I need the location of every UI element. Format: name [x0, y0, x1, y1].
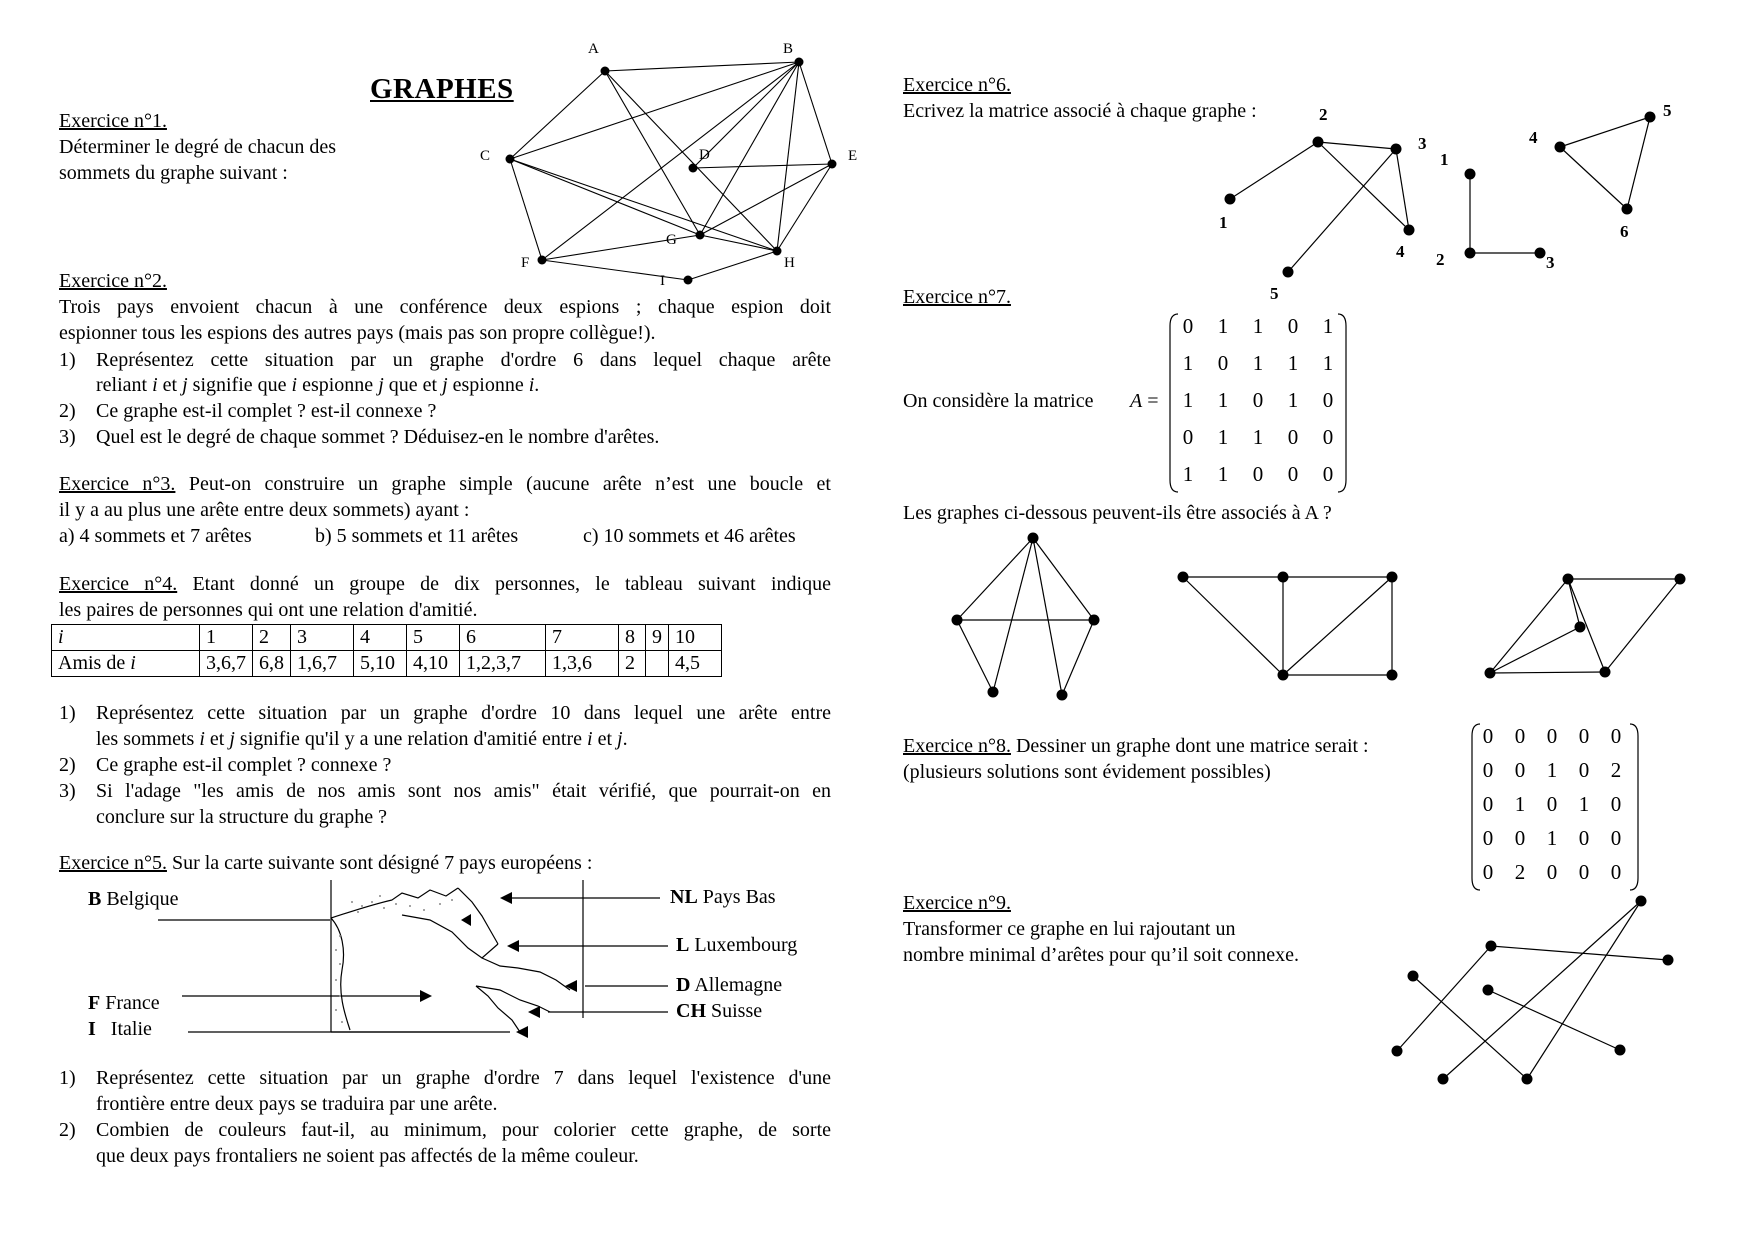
matrix-cell: 1	[1514, 792, 1526, 816]
ex2-item-1-line-2: reliant i et j signifie que i espionne j que et j espionne i.	[96, 374, 540, 396]
table-head-i-text: i	[58, 626, 64, 648]
ex3-option-b: b) 5 sommets et 11 arêtes	[315, 525, 519, 547]
ex7-var-text: A	[1130, 390, 1143, 412]
map-code-ch: CH	[676, 1000, 706, 1022]
ex3-line-1-text: Peut-on construire un graphe simple (aucune arête n’est une boucle et	[175, 473, 831, 495]
ex1-label-e: E	[848, 148, 858, 164]
map-code-b: B	[88, 888, 102, 910]
map-label-luxembourg	[676, 934, 797, 957]
ex2-item-3-line: Quel est le degré de chaque sommet ? Déduisez-en le nombre d'arêtes.	[96, 426, 660, 448]
ex6-g1-label-1: 1	[1219, 213, 1228, 232]
map-code-f: F	[88, 992, 101, 1014]
ex5-item-1-num: 1)	[59, 1067, 76, 1089]
ex1-label-g: G	[666, 232, 677, 248]
ex5-item-2-line-2: que deux pays frontaliers ne soient pas affectés de la même couleur.	[96, 1145, 639, 1167]
ex2-item-1-num: 1)	[59, 349, 76, 371]
matrix-cell: 0	[1322, 462, 1334, 486]
ex3-line-2: il y a au plus une arête entre deux sommets) ayant :	[59, 499, 470, 521]
ex2-intro-1: Trois pays envoient chacun à une conférence deux espions ; chaque espion doit	[59, 296, 831, 318]
table-cell: 9	[646, 625, 669, 651]
ex5-item-2-line-1: Combien de couleurs faut-il, au minimum, pour colorier cette graphe, de sorte	[96, 1119, 831, 1141]
ex8-line-1-text: Dessiner un graphe dont une matrice serait :	[1010, 735, 1369, 757]
matrix-cell: 1	[1252, 351, 1264, 375]
table-cell: 3	[291, 625, 354, 651]
ex4-item-1-line-1: Représentez cette situation par un graphe d'ordre 10 dans lequel une arête entre	[96, 702, 831, 724]
ex8-heading: Exercice n°8.	[903, 735, 1011, 757]
ex1-label-f: F	[521, 255, 530, 271]
table-cell: 8	[619, 625, 646, 651]
matrix-cell: 0	[1287, 314, 1299, 338]
ex3-option-c: c) 10 sommets et 46 arêtes	[583, 525, 796, 547]
matrix-cell: 0	[1546, 792, 1558, 816]
table-cell: 1	[200, 625, 253, 651]
table-row	[52, 651, 722, 677]
ex5-item-1-line-2: frontière entre deux pays se traduira par une arête.	[96, 1093, 498, 1115]
map-code-i: I	[88, 1018, 96, 1040]
matrix-cell: 1	[1578, 792, 1590, 816]
ex1-label-a: A	[588, 41, 599, 57]
ex6-g2-label-3: 3	[1546, 253, 1555, 272]
ex4-heading: Exercice n°4.	[59, 573, 178, 595]
matrix-cell: 0	[1578, 826, 1590, 850]
ex6-g3-label-5: 5	[1663, 101, 1672, 120]
map-name-b: Belgique	[106, 888, 179, 910]
table-cell: 10	[669, 625, 722, 651]
matrix-cell: 0	[1546, 724, 1558, 748]
table-cell	[646, 651, 669, 677]
ex8-line-2: (plusieurs solutions sont évidement possibles)	[903, 761, 1271, 783]
table-cell: 5	[407, 625, 460, 651]
ex2-intro-2: espionner tous les espions des autres pays (mais pas son propre collègue!).	[59, 322, 656, 344]
matrix-cell: 1	[1217, 314, 1229, 338]
matrix-cell: 1	[1322, 351, 1334, 375]
matrix-cell: 1	[1217, 462, 1229, 486]
ex9-heading: Exercice n°9.	[903, 892, 1011, 914]
ex5-item-1-line-1: Représentez cette situation par un graphe d'ordre 7 dans lequel l'existence d'une	[96, 1067, 831, 1089]
ex4-item-3-num: 3)	[59, 780, 76, 802]
friends-table	[51, 624, 722, 677]
matrix-cell: 0	[1514, 758, 1526, 782]
ex5-item-2-num: 2)	[59, 1119, 76, 1141]
matrix-cell: 0	[1252, 462, 1264, 486]
matrix-cell: 0	[1610, 724, 1622, 748]
table-cell: 2	[619, 651, 646, 677]
ex6-heading: Exercice n°6.	[903, 74, 1011, 96]
ex5-heading: Exercice n°5.	[59, 852, 167, 874]
ex7-question: Les graphes ci-dessous peuvent-ils être associés à A ?	[903, 502, 1332, 524]
ex6-line-1: Ecrivez la matrice associé à chaque graphe :	[903, 100, 1257, 122]
ex7-graphs	[940, 530, 1700, 710]
ex9-line-1: Transformer ce graphe en lui rajoutant un	[903, 918, 1236, 940]
matrix-cell: 2	[1514, 860, 1526, 884]
ex6-g2-label-2: 2	[1436, 250, 1445, 269]
map-label-france	[88, 992, 160, 1015]
ex1-label-c: C	[480, 148, 491, 164]
ex6-g1-label-4: 4	[1396, 242, 1405, 261]
table-cell: 1,6,7	[291, 651, 354, 677]
ex4-item-1-line-2: les sommets i et j signifie qu'il y a une relation d'amitié entre i et j.	[96, 728, 628, 750]
matrix-cell: 0	[1287, 462, 1299, 486]
ex8-matrix	[1470, 722, 1640, 892]
ex1-label-b: B	[783, 41, 794, 57]
ex6-g3-label-6: 6	[1620, 222, 1629, 241]
map-name-i: Italie	[110, 1018, 152, 1040]
map-name-f: France	[105, 992, 160, 1014]
ex2-item-1-line-1: Représentez cette situation par un graphe d'ordre 6 dans lequel chaque arête	[96, 349, 831, 371]
matrix-cell: 1	[1252, 314, 1264, 338]
table-cell: 6	[460, 625, 546, 651]
ex4-item-3-line-2: conclure sur la structure du graphe ?	[96, 806, 387, 828]
ex3-option-a: a) 4 sommets et 7 arêtes	[59, 525, 252, 547]
ex4-line-1-text: Etant donné un groupe de dix personnes, le tableau suivant indique	[177, 573, 831, 595]
map-name-nl: Pays Bas	[702, 886, 776, 908]
matrix-cell: 1	[1546, 826, 1558, 850]
map-name-d: Allemagne	[694, 974, 783, 996]
ex7-prefix: On considère la matrice	[903, 390, 1094, 412]
matrix-cell: 0	[1610, 826, 1622, 850]
matrix-cell: 0	[1322, 388, 1334, 412]
ex1-heading: Exercice n°1.	[59, 110, 167, 132]
table-head-amis: Amis de i	[52, 651, 200, 677]
table-cell: 4,10	[407, 651, 460, 677]
ex1-line-2: sommets du graphe suivant :	[59, 162, 288, 184]
ex4-item-1-num: 1)	[59, 702, 76, 724]
matrix-cell: 1	[1546, 758, 1558, 782]
table-cell: 7	[546, 625, 619, 651]
matrix-cell: 0	[1217, 351, 1229, 375]
matrix-cell: 0	[1182, 314, 1194, 338]
matrix-cell: 0	[1322, 425, 1334, 449]
ex1-label-i: I	[660, 273, 665, 289]
matrix-cell: 0	[1482, 860, 1494, 884]
map-label-suisse	[676, 1000, 762, 1023]
ex3-heading: Exercice n°3.	[59, 473, 176, 495]
ex5-line-1	[59, 850, 592, 876]
table-cell: 4	[354, 625, 407, 651]
matrix-cell: 1	[1322, 314, 1334, 338]
table-cell: 5,10	[354, 651, 407, 677]
ex2-item-2-line: Ce graphe est-il complet ? est-il connexe ?	[96, 400, 437, 422]
map-code-l: L	[676, 934, 690, 956]
ex2-heading: Exercice n°2.	[59, 270, 167, 292]
matrix-cell: 0	[1610, 860, 1622, 884]
matrix-cell: 0	[1482, 724, 1494, 748]
ex4-item-2-num: 2)	[59, 754, 76, 776]
ex6-graphs	[1210, 100, 1680, 290]
ex4-item-2-line: Ce graphe est-il complet ? connexe ?	[96, 754, 392, 776]
map-name-l: Luxembourg	[694, 934, 798, 956]
ex1-label-d: D	[699, 147, 710, 163]
matrix-cell: 0	[1182, 425, 1194, 449]
ex1-line-1: Déterminer le degré de chacun des	[59, 136, 337, 158]
ex4-line-2: les paires de personnes qui ont une relation d'amitié.	[59, 599, 478, 621]
ex5-line-1-text: Sur la carte suivante sont désigné 7 pays européens :	[166, 852, 593, 874]
matrix-cell: 0	[1578, 758, 1590, 782]
matrix-cell: 0	[1578, 724, 1590, 748]
matrix-cell: 0	[1482, 826, 1494, 850]
map-label-paysbas	[670, 886, 776, 909]
ex8-line-1	[903, 733, 1369, 759]
ex4-item-3-line-1: Si l'adage "les amis de nos amis sont nos amis" était vérifié, que pourrait-on en	[96, 780, 831, 802]
ex2-item-3-num: 3)	[59, 426, 76, 448]
matrix-cell: 0	[1287, 425, 1299, 449]
matrix-cell: 1	[1182, 388, 1194, 412]
ex6-g3-label-4: 4	[1529, 128, 1538, 147]
ex6-g1-label-3: 3	[1418, 134, 1427, 153]
table-cell: 4,5	[669, 651, 722, 677]
page-title: GRAPHES	[370, 73, 514, 105]
map-code-d: D	[676, 974, 691, 996]
matrix-cell: 1	[1182, 462, 1194, 486]
ex6-g1-label-5: 5	[1270, 284, 1279, 303]
matrix-cell: 0	[1482, 758, 1494, 782]
ex2-item-2-num: 2)	[59, 400, 76, 422]
table-cell: 3,6,7	[200, 651, 253, 677]
matrix-cell: 0	[1610, 792, 1622, 816]
matrix-cell: 1	[1287, 351, 1299, 375]
table-head-i	[52, 625, 200, 651]
matrix-cell: 0	[1578, 860, 1590, 884]
matrix-cell: 0	[1482, 792, 1494, 816]
ex1-label-h: H	[784, 255, 795, 271]
matrix-cell: 2	[1610, 758, 1622, 782]
ex6-g1-label-2: 2	[1319, 105, 1328, 124]
matrix-cell: 1	[1217, 388, 1229, 412]
table-cell: 1,3,6	[546, 651, 619, 677]
map-label-allemagne	[676, 974, 782, 997]
map-label-italie	[88, 1018, 152, 1041]
ex7-heading: Exercice n°7.	[903, 286, 1011, 308]
map-label-belgique	[88, 888, 179, 911]
table-cell: 1,2,3,7	[460, 651, 546, 677]
matrix-cell: 0	[1546, 860, 1558, 884]
matrix-cell: 1	[1287, 388, 1299, 412]
ex7-var	[1130, 388, 1159, 414]
matrix-cell: 0	[1514, 826, 1526, 850]
table-cell: 2	[253, 625, 291, 651]
ex4-line-1	[59, 571, 831, 597]
map-name-ch: Suisse	[711, 1000, 763, 1022]
map-code-nl: NL	[670, 886, 698, 908]
ex6-g2-label-1: 1	[1440, 150, 1449, 169]
table-cell: 6,8	[253, 651, 291, 677]
ex1-graph	[470, 38, 870, 288]
matrix-cell: 1	[1182, 351, 1194, 375]
matrix-cell: 0	[1514, 724, 1526, 748]
matrix-cell: 1	[1252, 425, 1264, 449]
table-row	[52, 625, 722, 651]
ex3-line-1	[59, 471, 831, 497]
matrix-cell: 1	[1217, 425, 1229, 449]
ex9-line-2: nombre minimal d’arêtes pour qu’il soit connexe.	[903, 944, 1300, 966]
ex7-matrix	[1168, 312, 1348, 494]
ex9-graph	[1380, 880, 1690, 1090]
matrix-cell: 0	[1252, 388, 1264, 412]
ex7-eq: =	[1147, 390, 1159, 412]
